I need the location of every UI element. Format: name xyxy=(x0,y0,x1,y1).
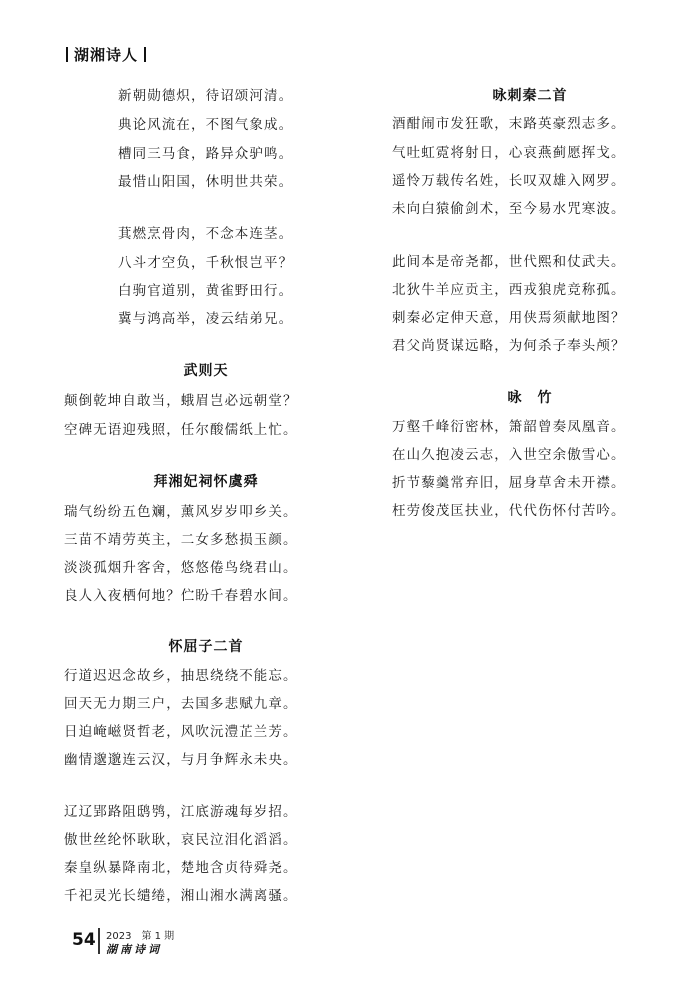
poem-line: 折节藜羹常弃旧，屈身草舍未开襟。 xyxy=(392,475,626,491)
poem-title: 拜湘妃祠怀虞舜 xyxy=(153,474,259,490)
poem-title: 怀屈子二首 xyxy=(168,639,244,655)
poem-line: 颠倒乾坤自敢当，蛾眉岂必远朝堂？ xyxy=(64,393,298,409)
poem-line: 淡淡孤烟升客舍，悠悠倦鸟绕君山。 xyxy=(64,560,298,576)
poem-line: 枉劳俊茂匡扶业，代代伤怀付苦吟。 xyxy=(392,503,626,519)
poem-line: 新朝勋德炽，待诏颂河清。 xyxy=(118,88,294,104)
poem-line: 白驹官道别，黄雀野田行。 xyxy=(118,283,294,299)
poem-line: 瑞气纷纷五色斓，薰风岁岁叩乡关。 xyxy=(64,504,298,520)
poem-line: 典论风流在，不图气象成。 xyxy=(118,117,294,133)
poem-line: 酒酣闹市发狂歌，末路英豪烈志多。 xyxy=(392,116,626,132)
poem-line: 此间本是帝尧都，世代熙和仗武夫。 xyxy=(392,254,626,270)
poem-line: 槽同三马食，路异众驴鸣。 xyxy=(118,146,294,162)
poem-line: 刺秦必定伸天意，用侠焉须献地图？ xyxy=(392,310,626,326)
poem-line: 八斗才空负，千秋恨岂平？ xyxy=(118,255,294,271)
poem-line: 三苗不靖劳英主，二女多愁损玉颜。 xyxy=(64,532,298,548)
section-header xyxy=(60,44,152,65)
poem-line: 最惜山阳国，休明世共荣。 xyxy=(118,174,294,190)
magazine-logo: 湖南诗词 xyxy=(106,943,162,956)
poem-title: 武则天 xyxy=(183,363,229,379)
poem-line: 傲世丝纶怀耿耿，哀民泣泪化滔滔。 xyxy=(64,832,298,848)
page-number: 54 xyxy=(72,930,96,950)
header-bar-right xyxy=(144,47,146,62)
poem-title: 咏刺秦二首 xyxy=(492,88,568,104)
poem-title: 咏 竹 xyxy=(507,390,553,406)
footer-divider xyxy=(98,928,100,954)
poem-line: 回天无力期三户，去国多悲赋九章。 xyxy=(64,696,298,712)
header-bar-left xyxy=(66,47,68,62)
poem-line: 日迫崦嵫贤哲老，风吹沅澧芷兰芳。 xyxy=(64,724,298,740)
poem-line: 万壑千峰衍密林，箫韶曾奏凤凰音。 xyxy=(392,419,626,435)
poem-line: 在山久抱凌云志，入世空余傲雪心。 xyxy=(392,447,626,463)
section-title: 湖湘诗人 xyxy=(74,46,139,64)
poem-line: 行道迟迟念故乡，抽思绕绕不能忘。 xyxy=(64,668,298,684)
poem-line: 遥怜万载传名姓，长叹双雄入网罗。 xyxy=(392,173,626,189)
poem-line: 辽辽郢路阻鸱鸮，江底游魂每岁招。 xyxy=(64,804,298,820)
poem-line: 萁燃烹骨肉，不念本连茎。 xyxy=(118,226,294,242)
issue-label: 2023 第 1 期 xyxy=(106,931,175,942)
poem-line: 北狄牛羊应贡主，西戎狼虎竞称孤。 xyxy=(392,282,626,298)
poem-line: 空碑无语迎残照，任尔酸儒纸上忙。 xyxy=(64,422,298,438)
poem-line: 千祀灵光长缱绻，湘山湘水满离骚。 xyxy=(64,888,298,904)
poem-line: 良人入夜栖何地？伫盼千春碧水间。 xyxy=(64,588,298,604)
poem-line: 冀与鸿高举，凌云结弟兄。 xyxy=(118,311,294,327)
poem-line: 未向白猿偷剑术，至今易水咒寒波。 xyxy=(392,201,626,217)
poem-line: 气吐虹霓将射日，心哀燕蓟愿挥戈。 xyxy=(392,145,626,161)
poem-line: 秦皇纵暴降南北，楚地含贞待舜尧。 xyxy=(64,860,298,876)
poem-line: 幽情邈邈连云汉，与月争辉永未央。 xyxy=(64,752,298,768)
poem-line: 君父尚贤谋远略，为何杀子奉头颅？ xyxy=(392,338,626,354)
